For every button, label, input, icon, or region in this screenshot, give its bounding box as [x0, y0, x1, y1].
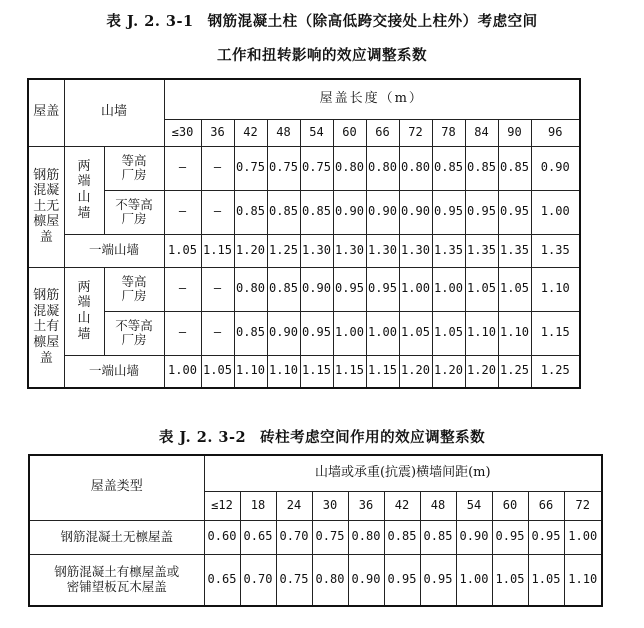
- table1-value-cell: 1.15: [201, 234, 234, 267]
- table2-roof-type: [29, 554, 204, 606]
- table2-spacing-cell: 66: [528, 491, 564, 520]
- table2-value-cell: 0.75: [312, 520, 348, 554]
- table1: [27, 78, 581, 389]
- table1-building-type: [104, 267, 164, 311]
- table2-spacing-cell: 18: [240, 491, 276, 520]
- table2-roof-type: [29, 520, 204, 554]
- table2-spacing-cell: 36: [348, 491, 384, 520]
- table1-value-cell: 1.00: [164, 355, 201, 388]
- table1-roof-type-line: 钢筋: [33, 288, 60, 304]
- table1-value-cell: 1.35: [432, 234, 465, 267]
- table1-building-type-line: 厂房: [121, 167, 147, 182]
- table1-header-row: [28, 79, 580, 119]
- table1-value-cell: 1.05: [201, 355, 234, 388]
- table1-value-cell: 1.05: [465, 267, 498, 311]
- table1-value-cell: 0.85: [267, 190, 300, 234]
- table2-value-cell: 0.70: [240, 554, 276, 606]
- table1-one-end-row: [28, 355, 580, 388]
- table1-value-cell: 1.25: [531, 355, 580, 388]
- table1-value-cell: 1.00: [399, 267, 432, 311]
- table1-value-cell: 1.15: [300, 355, 333, 388]
- table2-value-cell: 1.10: [564, 554, 602, 606]
- table1-value-cell: 1.05: [498, 267, 531, 311]
- table1-value-cell: 0.80: [234, 267, 267, 311]
- table1-length-cell: 78: [432, 119, 465, 146]
- table1-roof-type-line: 盖: [39, 229, 53, 245]
- table1-value-cell: 1.15: [366, 355, 399, 388]
- table2-header-spacing: 山墙或承重(抗震)横墙间距(m): [204, 455, 602, 491]
- table2-value-cell: 0.75: [276, 554, 312, 606]
- table1-value-cell: 0.90: [531, 146, 580, 190]
- table1-length-cell: 90: [498, 119, 531, 146]
- table1-value-cell: 1.00: [333, 311, 366, 355]
- table1-value-cell: 0.85: [498, 146, 531, 190]
- table2-row: [29, 520, 602, 554]
- table1-value-cell: 0.85: [234, 190, 267, 234]
- table2-value-cell: 0.80: [312, 554, 348, 606]
- table2-roof-type-line: 钢筋混凝土无檩屋盖: [60, 528, 173, 544]
- table2-spacing-cell: 60: [492, 491, 528, 520]
- table2-spacing-cell: 72: [564, 491, 602, 520]
- table1-value-cell: 0.90: [333, 190, 366, 234]
- table1-value-cell: 0.80: [366, 146, 399, 190]
- table1-value-cell: 1.10: [234, 355, 267, 388]
- table1-value-cell: 1.00: [432, 267, 465, 311]
- table1-value-cell: 1.25: [267, 234, 300, 267]
- table1-roof-type-line: 盖: [39, 350, 53, 366]
- table1-building-type-line: 厂房: [121, 332, 147, 347]
- table1-value-cell: 0.80: [333, 146, 366, 190]
- table1-building-type-line: 厂房: [121, 288, 147, 303]
- table2-roof-type-line: 密铺望板瓦木屋盖: [66, 578, 167, 594]
- table2-spacing-cell: 48: [420, 491, 456, 520]
- table1-title-line2: 工作和扭转影响的效应调整系数: [217, 47, 427, 64]
- table2-value-cell: 0.90: [456, 520, 492, 554]
- table2-title: [0, 426, 644, 447]
- table1-value-cell: 1.30: [300, 234, 333, 267]
- table1-value-cell: —: [164, 146, 201, 190]
- table1-value-cell: 1.05: [164, 234, 201, 267]
- table1-both-ends-line: 端: [77, 295, 91, 311]
- table1-row: [28, 311, 580, 355]
- table1-roof-type-line: 混凝: [33, 183, 60, 199]
- table1-length-cell: ≤30: [164, 119, 201, 146]
- table1-header-roof: 屋盖: [28, 79, 64, 146]
- table1-value-cell: 1.05: [399, 311, 432, 355]
- table1-building-type-line: 不等高: [115, 196, 153, 212]
- table1-value-cell: 0.95: [366, 267, 399, 311]
- table1-length-cell: 42: [234, 119, 267, 146]
- table1-length-cell: 60: [333, 119, 366, 146]
- table2-value-cell: 0.95: [384, 554, 420, 606]
- table1-both-ends: [64, 267, 104, 355]
- table1-value-cell: 0.90: [267, 311, 300, 355]
- table1-roof-type-line: 土有: [33, 319, 60, 335]
- table2-value-cell: 0.85: [420, 520, 456, 554]
- table1-both-ends-line: 墙: [77, 205, 91, 221]
- table2-value-cell: 0.95: [420, 554, 456, 606]
- table1-building-type: [104, 190, 164, 234]
- table1-value-cell: —: [201, 311, 234, 355]
- table1-row: [28, 146, 580, 190]
- table1-value-cell: 0.75: [234, 146, 267, 190]
- table1-value-cell: 0.85: [267, 267, 300, 311]
- table2-spacing-cell: 30: [312, 491, 348, 520]
- table2-value-cell: 0.80: [348, 520, 384, 554]
- table1-length-cell: 48: [267, 119, 300, 146]
- table2-number: 表 J. 2. 3-2: [158, 429, 247, 446]
- table1-value-cell: —: [201, 146, 234, 190]
- table2-value-cell: 0.70: [276, 520, 312, 554]
- table1-value-cell: 1.35: [498, 234, 531, 267]
- table1-value-cell: 1.15: [531, 311, 580, 355]
- table1-row: [28, 267, 580, 311]
- table2-spacing-cell: 24: [276, 491, 312, 520]
- table1-length-cell: 84: [465, 119, 498, 146]
- table2-value-cell: 0.85: [384, 520, 420, 554]
- table1-value-cell: 0.95: [432, 190, 465, 234]
- table2-header-row: [29, 455, 602, 491]
- table1-value-cell: 0.75: [300, 146, 333, 190]
- table1-roof-type-line: 檩屋: [33, 335, 60, 351]
- table1-value-cell: 1.10: [531, 267, 580, 311]
- table1-value-cell: —: [164, 311, 201, 355]
- table2-spacing-cell: 42: [384, 491, 420, 520]
- table1-value-cell: 1.15: [333, 355, 366, 388]
- table1-both-ends-line: 端: [77, 174, 91, 190]
- table1-value-cell: 1.30: [333, 234, 366, 267]
- table1-value-cell: —: [201, 267, 234, 311]
- table1-number: 表 J. 2. 3-1: [106, 13, 194, 30]
- table1-value-cell: 0.95: [465, 190, 498, 234]
- table2-value-cell: 0.90: [348, 554, 384, 606]
- table1-value-cell: 1.20: [465, 355, 498, 388]
- table1-value-cell: 1.00: [531, 190, 580, 234]
- table1-value-cell: 0.85: [465, 146, 498, 190]
- table1-one-end-label: 一端山墙: [64, 355, 164, 388]
- table1-building-type-line: 厂房: [121, 211, 147, 226]
- table2-value-cell: 0.60: [204, 520, 240, 554]
- table1-length-cell: 54: [300, 119, 333, 146]
- table1-value-cell: 1.20: [234, 234, 267, 267]
- table1-value-cell: 0.95: [333, 267, 366, 311]
- table1-building-type: [104, 146, 164, 190]
- table2-value-cell: 1.05: [528, 554, 564, 606]
- table1-both-ends-line: 山: [77, 311, 91, 326]
- table1-value-cell: 1.00: [366, 311, 399, 355]
- table1-roof-type-line: 钢筋: [33, 167, 60, 183]
- table1-both-ends-line: 山: [77, 190, 91, 205]
- table1-value-cell: 1.25: [498, 355, 531, 388]
- table2-value-cell: 1.00: [456, 554, 492, 606]
- table1-title-text: 钢筋混凝土柱（除高低跨交接处上柱外）考虑空间: [207, 13, 538, 30]
- table2-row: [29, 554, 602, 606]
- table1-building-type-line: 等高: [121, 152, 147, 168]
- table1-value-cell: 1.20: [432, 355, 465, 388]
- table1-value-cell: 1.30: [399, 234, 432, 267]
- table1-header-wall: 山墙: [64, 79, 164, 146]
- table2-roof-type-line: 钢筋混凝土有檩屋盖或: [54, 564, 180, 580]
- table1-one-end-row: [28, 234, 580, 267]
- table2-spacing-cell: ≤12: [204, 491, 240, 520]
- table1-one-end-label: 一端山墙: [64, 234, 164, 267]
- table1-both-ends-line: 两: [77, 279, 91, 295]
- table2-header-type: 屋盖类型: [29, 455, 204, 520]
- table1-value-cell: 0.80: [399, 146, 432, 190]
- table1-value-cell: 1.30: [366, 234, 399, 267]
- table1-length-cell: 66: [366, 119, 399, 146]
- table1-value-cell: 0.85: [234, 311, 267, 355]
- table1-roof-type-line: 土无: [33, 198, 60, 214]
- table1-length-cell: 72: [399, 119, 432, 146]
- table2-value-cell: 1.05: [492, 554, 528, 606]
- table1-roof-type: [28, 267, 64, 388]
- table1-length-cell: 36: [201, 119, 234, 146]
- table1-row: [28, 190, 580, 234]
- table1-both-ends: [64, 146, 104, 234]
- table1-value-cell: 0.90: [366, 190, 399, 234]
- table1-title-line1: [0, 10, 644, 31]
- table1-value-cell: 0.90: [300, 267, 333, 311]
- table1-value-cell: —: [164, 190, 201, 234]
- table1-value-cell: 1.10: [465, 311, 498, 355]
- table1-value-cell: —: [164, 267, 201, 311]
- table2-value-cell: 0.65: [204, 554, 240, 606]
- table2: [28, 454, 603, 607]
- table1-value-cell: 1.10: [498, 311, 531, 355]
- table1-length-cell: 96: [531, 119, 580, 146]
- table1-value-cell: 1.10: [267, 355, 300, 388]
- table1-value-cell: —: [201, 190, 234, 234]
- table1-header-length: 屋盖长度（m）: [164, 79, 580, 119]
- table1-value-cell: 1.05: [432, 311, 465, 355]
- table1-value-cell: 1.20: [399, 355, 432, 388]
- table1-building-type-line: 不等高: [115, 317, 153, 333]
- table1-value-cell: 0.95: [498, 190, 531, 234]
- table1-both-ends-line: 墙: [77, 326, 91, 342]
- table1-roof-type-line: 混凝: [33, 303, 60, 319]
- table2-value-cell: 0.65: [240, 520, 276, 554]
- table1-building-type-line: 等高: [121, 273, 147, 289]
- table1-value-cell: 0.90: [399, 190, 432, 234]
- table2-value-cell: 0.95: [528, 520, 564, 554]
- table1-value-cell: 0.75: [267, 146, 300, 190]
- table2-value-cell: 0.95: [492, 520, 528, 554]
- table1-both-ends-line: 两: [77, 158, 91, 174]
- table1-building-type: [104, 311, 164, 355]
- table1-roof-type: [28, 146, 64, 267]
- table1-value-cell: 1.35: [531, 234, 580, 267]
- table1-roof-type-line: 檩屋: [33, 214, 60, 230]
- table1-value-cell: 0.95: [300, 311, 333, 355]
- table2-spacing-cell: 54: [456, 491, 492, 520]
- table1-value-cell: 0.85: [300, 190, 333, 234]
- table2-title-text: 砖柱考虑空间作用的效应调整系数: [260, 429, 486, 446]
- table2-value-cell: 1.00: [564, 520, 602, 554]
- table1-value-cell: 1.35: [465, 234, 498, 267]
- table1-value-cell: 0.85: [432, 146, 465, 190]
